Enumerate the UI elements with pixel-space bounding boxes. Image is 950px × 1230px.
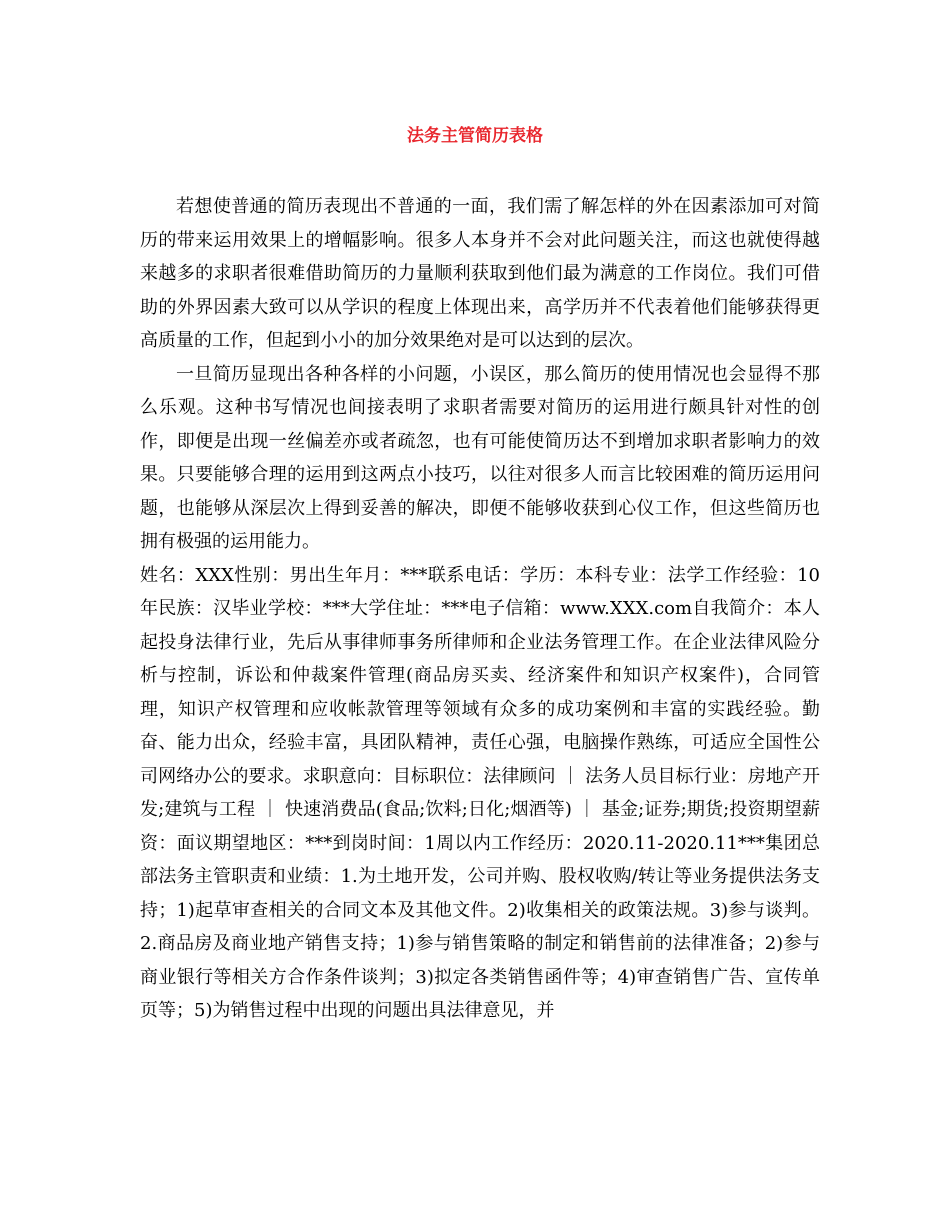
paragraph-intro: 若想使普通的简历表现出不普通的一面，我们需了解怎样的外在因素添加可对简历的带来运用效果上的增幅影响。很多人本身并不会对此问题关注，而这也就使得越来越多的求职者很难借助简历的力量顺利获取到他们最为满意的工作岗位。我们可借助的外界因素大致可以从学识的程度上体现出来，高学历并不代表着他们能够获得更高质量的工作，但起到小小的加分效果绝对是可以达到的层次。 — [140, 196, 820, 351]
paragraph-problems: 一旦简历显现出各种各样的小问题，小误区，那么简历的使用情况也会显得不那么乐观。这种书写情况也间接表明了求职者需要对简历的运用进行颇具针对性的创作，即便是出现一丝偏差亦或者疏忽，也有可能使简历达不到增加求职者影响力的效果。只要能够合理的运用到这两点小技巧，以往对很多人而言比较困难的简历运用问题，也能够从深层次上得到妥善的解决，即便不能够收获到心仪工作，但这些简历也拥有极强的运用能力。 — [140, 363, 820, 552]
document-title: 法务主管简历表格 — [407, 126, 543, 146]
document-body — [140, 190, 820, 1028]
paragraph-resume-details: 姓名：XXX性别：男出生年月：***联系电话：学历：本科专业：法学工作经验：10年民族：汉毕业学校：***大学住址：***电子信箱：www.XXX.com自我简介：本人起投身法律行业，先后从事律师事务所律师和企业法务管理工作。在企业法律风险分析与控制，诉讼和仲裁案件管理(商品房买卖、经济案件和知识产权案件)，合同管理，知识产权管理和应收帐款管理等领域有众多的成功案例和丰富的实践经验。勤奋、能力出众，经验丰富，具团队精神，责任心强，电脑操作熟练，可适应全国性公司网络办公的要求。求职意向：目标职位：法律顾问 ｜ 法务人员目标行业：房地产开发;建筑与工程 ｜ 快速消费品(食品;饮料;日化;烟酒等) ｜ 基金;证券;期货;投资期望薪资：面议期望地区：***到岗时间：1周以内工作经历：2020.11-2020.11***集团总部法务主管职责和业绩：1.为土地开发，公司并购、股权收购/转让等业务提供法务支持；1)起草审查相关的合同文本及其他文件。2)收集相关的政策法规。3)参与谈判。2.商品房及商业地产销售支持；1)参与销售策略的制定和销售前的法律准备；2)参与商业银行等相关方合作条件谈判；3)拟定各类销售函件等；4)审查销售广告、宣传单页等；5)为销售过程中出现的问题出具法律意见，并 — [140, 564, 820, 1021]
